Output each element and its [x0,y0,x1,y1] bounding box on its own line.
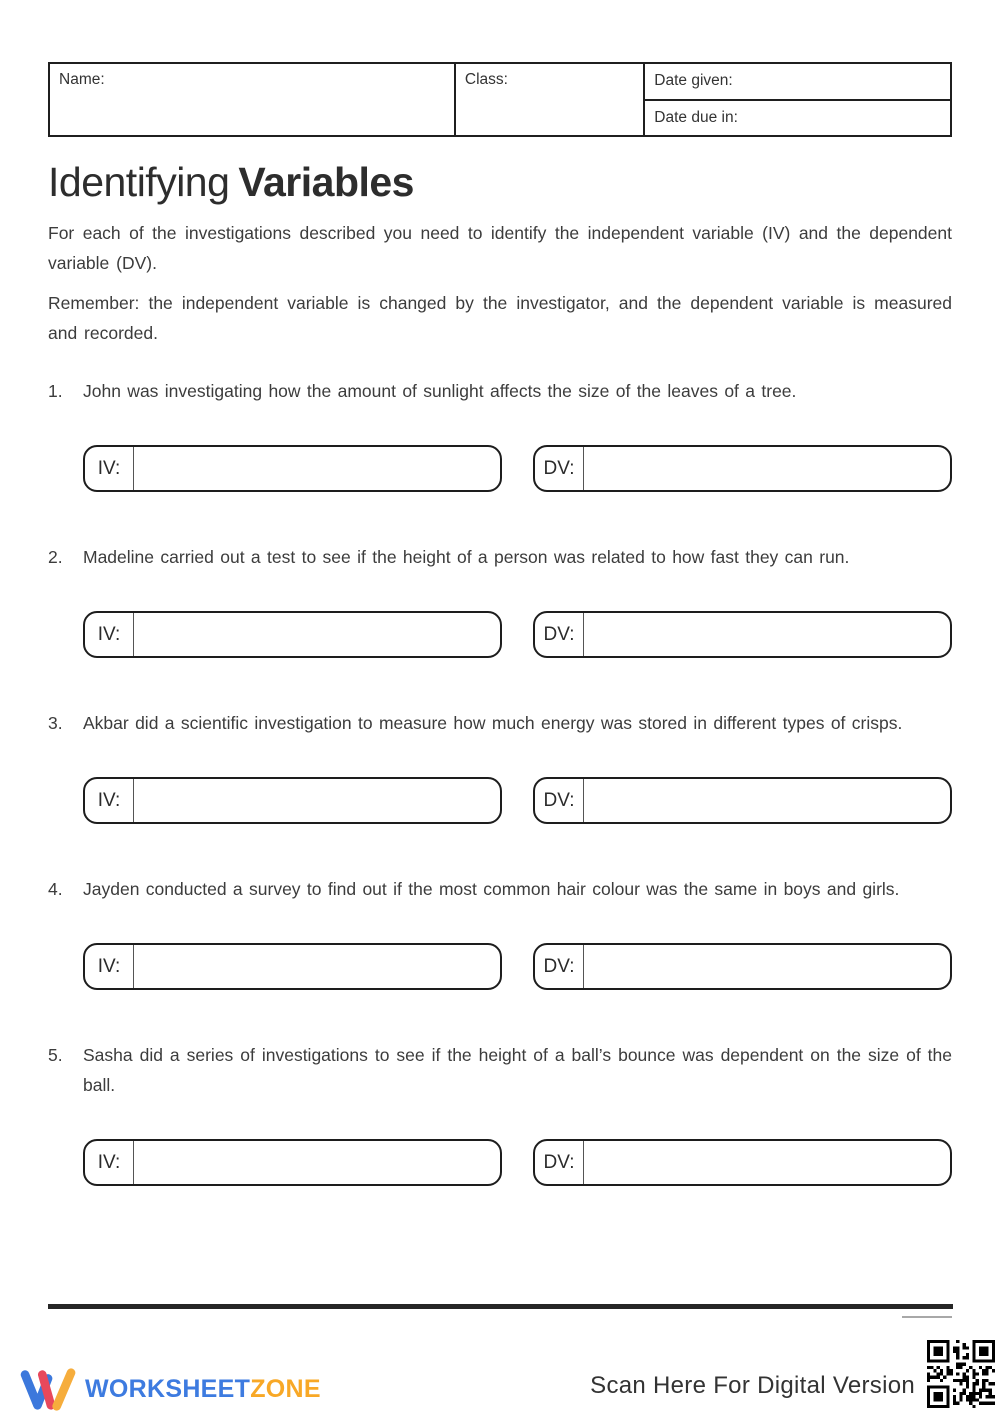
iv-label: IV: [85,945,134,988]
dv-answer-field [584,613,950,656]
brand-name [85,1375,321,1404]
instructions-paragraph-1: For each of the investigations described you need to identify the independent variable (IV) and the dependent variable (DV). [48,223,952,273]
dv-answer-box [533,777,952,824]
iv-answer-field [134,1141,500,1184]
dv-answer-box [533,943,952,990]
worksheetzone-logo-icon [20,1366,78,1412]
dv-label: DV: [535,779,584,822]
scan-here-text: Scan Here For Digital Version [590,1372,915,1399]
date-given-field: Date given: [644,63,951,100]
question-number: 3. [48,713,63,733]
dv-label: DV: [535,447,584,490]
question-item-3 [48,708,952,824]
class-field: Class: [455,63,644,136]
instructions [48,218,952,348]
instructions-paragraph-2: Remember: the independent variable is changed by the investigator, and the dependent variable is measured and recorded. [48,293,952,343]
dv-answer-field [584,447,950,490]
footer-divider-line [48,1304,953,1309]
iv-answer-box [83,611,502,658]
iv-answer-field [134,613,500,656]
iv-answer-box [83,943,502,990]
date-due-field: Date due in: [644,100,951,137]
iv-answer-box [83,445,502,492]
dv-answer-field [584,1141,950,1184]
dv-label: DV: [535,1141,584,1184]
question-item-4 [48,874,952,990]
iv-answer-field [134,945,500,988]
iv-label: IV: [85,613,134,656]
iv-answer-field [134,447,500,490]
question-number: 2. [48,547,63,567]
question-number: 4. [48,879,63,899]
iv-label: IV: [85,779,134,822]
question-item-2 [48,542,952,658]
dv-label: DV: [535,613,584,656]
question-number: 5. [48,1045,63,1065]
qr-code [927,1340,995,1408]
worksheetzone-logo [20,1366,321,1412]
iv-answer-field [134,779,500,822]
question-item-1 [48,376,952,492]
question-text: Sasha did a series of investigations to see if the height of a ball’s bounce was dependent on the size of the ball. [83,1045,952,1095]
student-info-table [48,62,952,137]
page-title-bold: Variables [238,159,414,205]
question-text: Madeline carried out a test to see if the height of a person was related to how fast they can run. [83,547,850,567]
page-title-regular: Identifying [48,159,230,205]
iv-label: IV: [85,447,134,490]
question-item-5 [48,1040,952,1186]
name-field: Name: [49,63,455,136]
dv-answer-field [584,779,950,822]
question-list [48,376,952,1186]
brand-name-worksheet: WORKSHEET [85,1374,251,1403]
question-number: 1. [48,381,63,401]
question-text: John was investigating how the amount of sunlight affects the size of the leaves of a tree. [83,381,797,401]
iv-answer-box [83,1139,502,1186]
dv-answer-box [533,611,952,658]
question-text: Akbar did a scientific investigation to measure how much energy was stored in different types of crisps. [83,713,903,733]
brand-name-zone: ZONE [250,1374,321,1403]
dv-answer-box [533,1139,952,1186]
iv-answer-box [83,777,502,824]
dv-answer-field [584,945,950,988]
dv-label: DV: [535,945,584,988]
page-title [48,159,952,205]
iv-label: IV: [85,1141,134,1184]
question-text: Jayden conducted a survey to find out if the most common hair colour was the same in boys and girls. [83,879,900,899]
footer-small-line [902,1316,952,1318]
dv-answer-box [533,445,952,492]
